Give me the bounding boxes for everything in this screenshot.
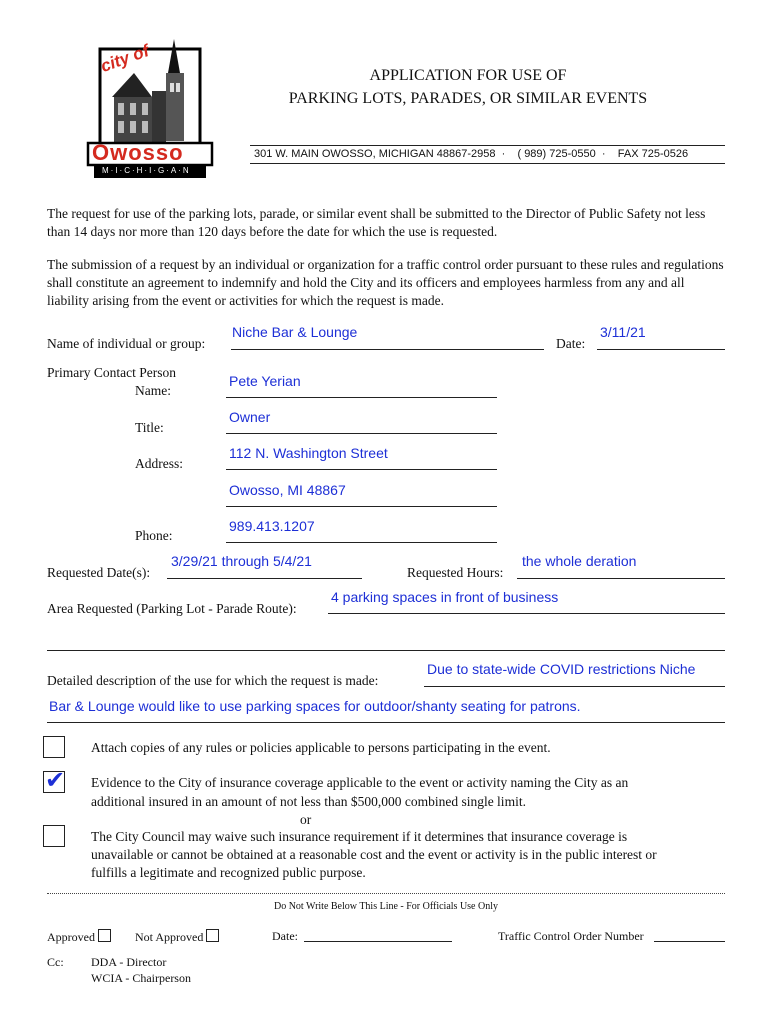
name-field-line [231, 349, 544, 350]
description-line-2 [47, 722, 725, 723]
title-field[interactable]: Owner [229, 409, 271, 425]
page-title-line2: PARKING LOTS, PARADES, OR SIMILAR EVENTS [288, 90, 648, 107]
not-approved-checkbox[interactable] [206, 929, 219, 942]
cc-dda: DDA - Director [91, 955, 167, 969]
waive-text-1: The City Council may waive such insurance requirement if it determines that insurance coverage is [91, 829, 628, 844]
contact-name-field[interactable]: Pete Yerian [229, 373, 301, 389]
contact-name-line [226, 397, 497, 398]
description-label: Detailed description of the use for which the request is made: [47, 673, 379, 688]
waive-text-2: unavailable or cannot be obtained at a reasonable cost and the event or activity is in the public interest or [91, 847, 657, 862]
requested-hours-line [517, 578, 725, 579]
requested-hours-label: Requested Hours: [407, 565, 504, 580]
phone-label: Phone: [135, 528, 173, 543]
date-field-line [597, 349, 725, 350]
contact-label: Primary Contact Person [47, 365, 176, 380]
address-label: Address: [135, 456, 183, 471]
page-title-line1: APPLICATION FOR USE OF [369, 67, 567, 84]
waive-checkbox[interactable] [43, 825, 65, 847]
address-line-1 [226, 469, 497, 470]
traffic-order-line[interactable] [654, 941, 725, 942]
phone-field-line [226, 542, 497, 543]
date-field[interactable]: 3/11/21 [600, 324, 646, 340]
description-field-2[interactable]: Bar & Lounge would like to use parking spaces for outdoor/shanty seating for patrons. [49, 698, 581, 714]
intro-paragraph-1: The request for use of the parking lots, parade, or similar event shall be submitted to the Director of Public Safety not less than 14 days nor more than 120 days before the date for which the use is requested. [47, 206, 706, 239]
or-text: or [300, 812, 312, 827]
traffic-order-label: Traffic Control Order Number [498, 929, 644, 943]
address-field-2[interactable]: Owosso, MI 48867 [229, 482, 346, 498]
approved-checkbox[interactable] [98, 929, 111, 942]
title-label: Title: [135, 420, 164, 435]
requested-dates-label: Requested Date(s): [47, 565, 151, 580]
title-field-line [226, 433, 497, 434]
area-line-2 [47, 650, 725, 651]
not-approved-label: Not Approved [135, 930, 204, 944]
cc-wcia: WCIA - Chairperson [91, 971, 191, 985]
cc-label: Cc: [47, 955, 64, 969]
waive-text-3: fulfills a legitimate and recognized public purpose. [91, 865, 366, 880]
approved-option[interactable] [47, 929, 111, 945]
approved-label: Approved [47, 930, 95, 944]
area-line-1 [328, 613, 725, 614]
insurance-text-2: additional insured in an amount of not less than $500,000 combined single limit. [91, 794, 526, 809]
attach-rules-text: Attach copies of any rules or policies applicable to persons participating in the event. [91, 740, 551, 755]
not-approved-option[interactable] [135, 929, 219, 945]
contact-address-line: 301 W. MAIN OWOSSO, MICHIGAN 48867-2958 · ( 989) 725-0550 · FAX 725-0526 [254, 148, 689, 160]
area-field[interactable]: 4 parking spaces in front of business [331, 589, 559, 605]
official-date-line[interactable] [304, 941, 452, 942]
city-logo [82, 35, 217, 180]
requested-dates-field[interactable]: 3/29/21 through 5/4/21 [171, 553, 312, 569]
requested-hours-field[interactable]: the whole deration [522, 553, 637, 569]
header-rule-top [250, 145, 725, 146]
dotted-divider [47, 893, 725, 894]
requested-dates-line [167, 578, 362, 579]
officials-notice: Do Not Write Below This Line - For Officials Use Only [273, 901, 498, 912]
official-date-label: Date: [272, 929, 298, 943]
checkmark-icon: ✔ [45, 766, 66, 794]
address-field-1[interactable]: 112 N. Washington Street [229, 445, 388, 461]
contact-name-label: Name: [135, 383, 171, 398]
logo-city-of: city of [98, 41, 152, 77]
attach-rules-checkbox[interactable] [43, 736, 65, 758]
phone-field[interactable]: 989.413.1207 [229, 518, 315, 534]
name-field[interactable]: Niche Bar & Lounge [232, 324, 358, 340]
logo-michigan: M·I·C·H·I·G·A·N [102, 166, 191, 175]
header-rule-bottom [250, 163, 725, 164]
insurance-text-1: Evidence to the City of insurance coverage applicable to the event or activity naming the City as an [91, 775, 629, 790]
logo-owosso: Owosso [92, 140, 184, 165]
description-line-1 [424, 686, 725, 687]
intro-paragraph-2: The submission of a request by an individual or organization for a traffic control order pursuant to these rules and regulations shall constitute an agreement to indemnify and hold the City and its officers and employees harmless from any and all liability arising from the event or activities for which the request is made. [47, 257, 724, 308]
area-label: Area Requested (Parking Lot - Parade Route): [47, 601, 297, 616]
address-line-2 [226, 506, 497, 507]
date-label: Date: [556, 336, 586, 351]
description-field-1[interactable]: Due to state-wide COVID restrictions Niche [427, 661, 696, 677]
name-label: Name of individual or group: [47, 336, 206, 351]
insurance-checkbox[interactable] [43, 766, 66, 794]
